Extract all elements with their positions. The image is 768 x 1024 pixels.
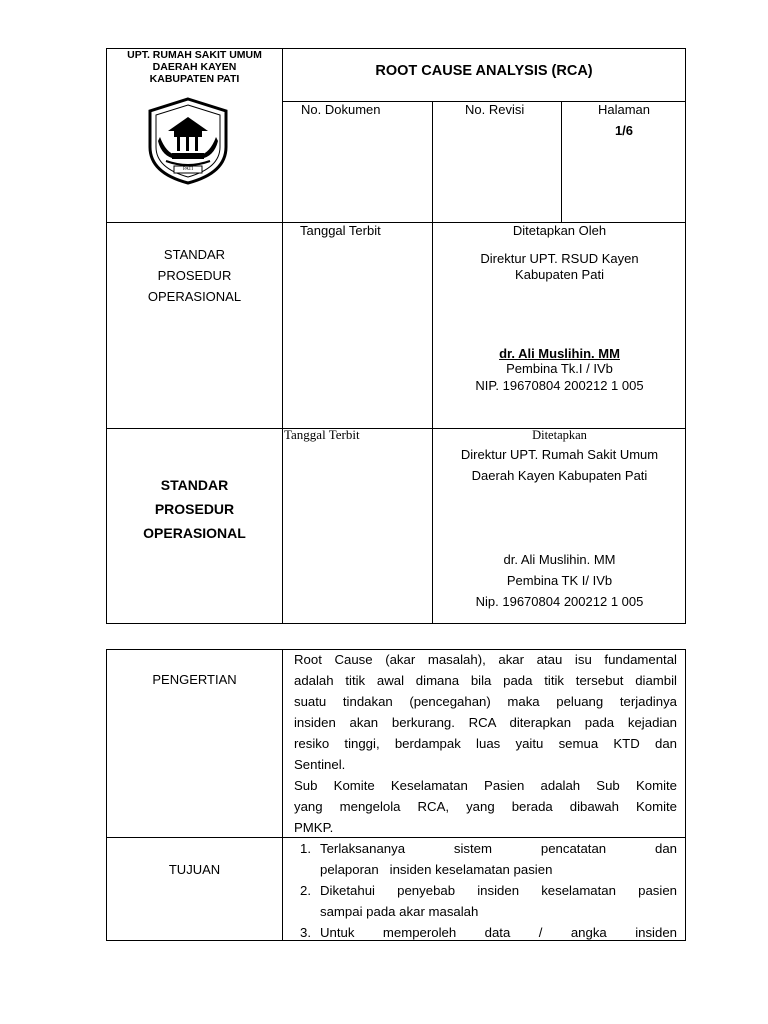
pengertian-line: Root Cause (akar masalah), akar atau isu fundamental (294, 652, 677, 667)
direktur-line-2: Kabupaten Pati (515, 267, 604, 282)
signer-name: dr. Ali Muslihin. MM (499, 346, 620, 361)
pengertian-line: Sub Komite Keselamatan Pasien adalah Sub Komite (294, 778, 677, 793)
sop2-direktur-line-1: Direktur UPT. Rumah Sakit Umum (460, 447, 659, 462)
pengertian-label: PENGERTIAN (152, 672, 237, 687)
sop2-ditetapkan-label: Ditetapkan (532, 428, 587, 442)
no-dokumen-label: No. Dokumen (301, 102, 381, 117)
signer-rank: Pembina Tk.I / IVb (506, 361, 613, 376)
tujuan-item-number: 2. (300, 883, 311, 898)
pengertian-line: suatu tindakan (pencegahan) maka peluang terjadinya (294, 694, 677, 709)
sop2-label-line-1: STANDAR (160, 477, 229, 493)
halaman-value: 1/6 (614, 123, 634, 138)
pengertian-line: resiko tinggi, berdampak luas yaitu semua KTD dan (294, 736, 677, 751)
tujuan-item-line: pelaporan insiden keselamatan pasien (320, 862, 553, 877)
divider (282, 428, 283, 624)
halaman-label: Halaman (597, 102, 651, 117)
sop2-signer-nip: Nip. 19670804 200212 1 005 (475, 594, 644, 609)
institution-line-2: DAERAH KAYEN (152, 61, 237, 73)
direktur-line-1: Direktur UPT. RSUD Kayen (480, 251, 639, 266)
divider (432, 101, 433, 222)
tujuan-item-line: Untuk memperoleh data / angka insiden (320, 925, 677, 940)
sop2-signer-rank: Pembina TK I/ IVb (506, 573, 613, 588)
divider (282, 649, 283, 941)
sop2-signer-name: dr. Ali Muslihin. MM (503, 552, 616, 567)
tanggal-terbit-label: Tanggal Terbit (300, 223, 381, 238)
document-title: ROOT CAUSE ANALYSIS (RCA) (375, 63, 593, 79)
sop2-label-line-3: OPERASIONAL (143, 525, 246, 541)
signer-nip: NIP. 19670804 200212 1 005 (475, 378, 644, 393)
sop2-label-line-2: PROSEDUR (154, 501, 235, 517)
tujuan-item-line: sampai pada akar masalah (320, 904, 479, 919)
pengertian-line: insiden akan berkurang. RCA diterapkan pada kejadian (294, 715, 677, 730)
sop2-direktur-line-2: Daerah Kayen Kabupaten Pati (471, 468, 648, 483)
sop2-tanggal-terbit-label: Tanggal Terbit (284, 427, 360, 442)
no-revisi-label: No. Revisi (465, 102, 525, 117)
ditetapkan-label: Ditetapkan Oleh (512, 223, 607, 238)
sop-label-line-2: PROSEDUR (157, 268, 232, 283)
pengertian-line: PMKP. (294, 820, 334, 835)
pengertian-line: Sentinel. (294, 757, 346, 772)
kabupaten-pati-logo-icon (146, 97, 230, 185)
sop-label-line-1: STANDAR (163, 247, 226, 262)
institution-line-1: UPT. RUMAH SAKIT UMUM (127, 49, 262, 61)
tujuan-item-number: 3. (300, 925, 311, 940)
pengertian-line: adalah titik awal dimana bila pada titik tersebut diambil (294, 673, 677, 688)
tujuan-label: TUJUAN (168, 862, 221, 877)
tujuan-item-number: 1. (300, 841, 311, 856)
tujuan-item-line: Diketahui penyebab insiden keselamatan pasien (320, 883, 677, 898)
divider (561, 101, 562, 222)
sop-label-line-3: OPERASIONAL (147, 289, 242, 304)
tujuan-item-line: Terlaksananya sistem pencatatan dan (320, 841, 677, 856)
pengertian-line: yang mengelola RCA, yang berada dibawah Komite (294, 799, 677, 814)
divider (282, 48, 283, 429)
tujuan-list (300, 838, 677, 943)
institution-line-3: KABUPATEN PATI (149, 73, 240, 85)
logo-text: PATI (182, 167, 194, 172)
pengertian-text (294, 649, 677, 838)
